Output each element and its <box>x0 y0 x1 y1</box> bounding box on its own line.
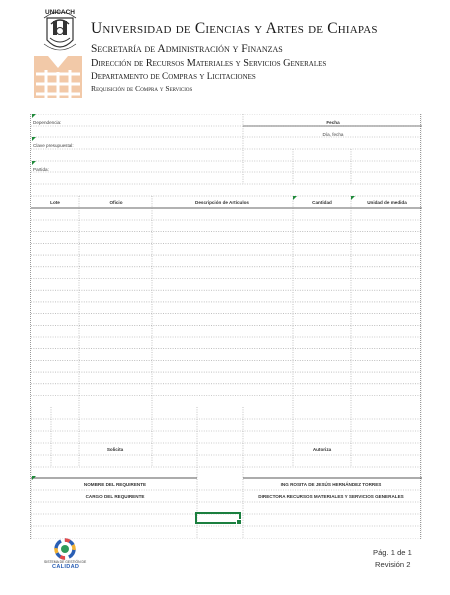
column-oficio: Oficio <box>109 200 123 205</box>
document-title: Requisición de Compra y Servicios <box>91 84 193 93</box>
svg-text:UNICACH: UNICACH <box>45 9 75 16</box>
revision-number: Revisión 2 <box>375 560 411 569</box>
quality-system-line1: SISTEMA DE GESTIÓN DE <box>44 560 87 564</box>
orange-pattern-logo <box>30 54 86 100</box>
dia-fecha-field[interactable]: Día, fecha <box>322 132 344 137</box>
university-seal-icon <box>38 4 82 56</box>
solicita-label: Solicita <box>106 447 124 452</box>
comment-marker <box>32 476 36 480</box>
partida-label[interactable]: Partida: <box>33 167 49 172</box>
page-number: Pág. 1 de 1 <box>373 548 412 557</box>
secretariat-name: Secretaría de Administración y Finanzas <box>91 43 283 55</box>
autoriza-label: Autoriza <box>312 447 332 452</box>
fecha-label: Fecha <box>326 120 340 125</box>
selected-cell[interactable] <box>195 512 241 524</box>
comment-marker <box>32 161 36 165</box>
requirente-name[interactable]: NOMBRE DEL REQUIRENTE <box>83 482 147 487</box>
form-grid <box>31 114 422 539</box>
header-block <box>91 20 378 94</box>
column-descripcion: Descripción de Artículos <box>195 200 249 205</box>
department-name: Departamento de Compras y Licitaciones <box>91 72 256 82</box>
authorizer-role[interactable]: DIRECTORA RECURSOS MATERIALES Y SERVICIOS GENERALES <box>258 494 404 499</box>
quality-system-line2: CALIDAD <box>52 564 80 570</box>
university-name: Universidad de Ciencias y Artes de Chiapas <box>91 20 378 37</box>
dependencia-label[interactable]: Dependencia: <box>33 120 62 125</box>
column-cantidad: Cantidad <box>312 200 332 205</box>
requisition-form <box>30 114 421 539</box>
column-lote: Lote <box>50 200 60 205</box>
clave-presupuestal-label[interactable]: Clave presupuestal: <box>33 143 74 148</box>
authorizer-name[interactable]: ING ROSITA DE JESÚS HERNÁNDEZ TORRES <box>280 482 382 487</box>
comment-marker <box>293 196 297 200</box>
comment-marker <box>32 137 36 141</box>
column-unidad-medida: Unidad de medida <box>367 200 407 205</box>
requirente-role[interactable]: CARGO DEL REQUIRENTE <box>85 494 145 499</box>
direction-name: Dirección de Recursos Materiales y Servicios Generales <box>91 58 327 69</box>
comment-marker <box>351 196 355 200</box>
comment-marker <box>32 114 36 118</box>
